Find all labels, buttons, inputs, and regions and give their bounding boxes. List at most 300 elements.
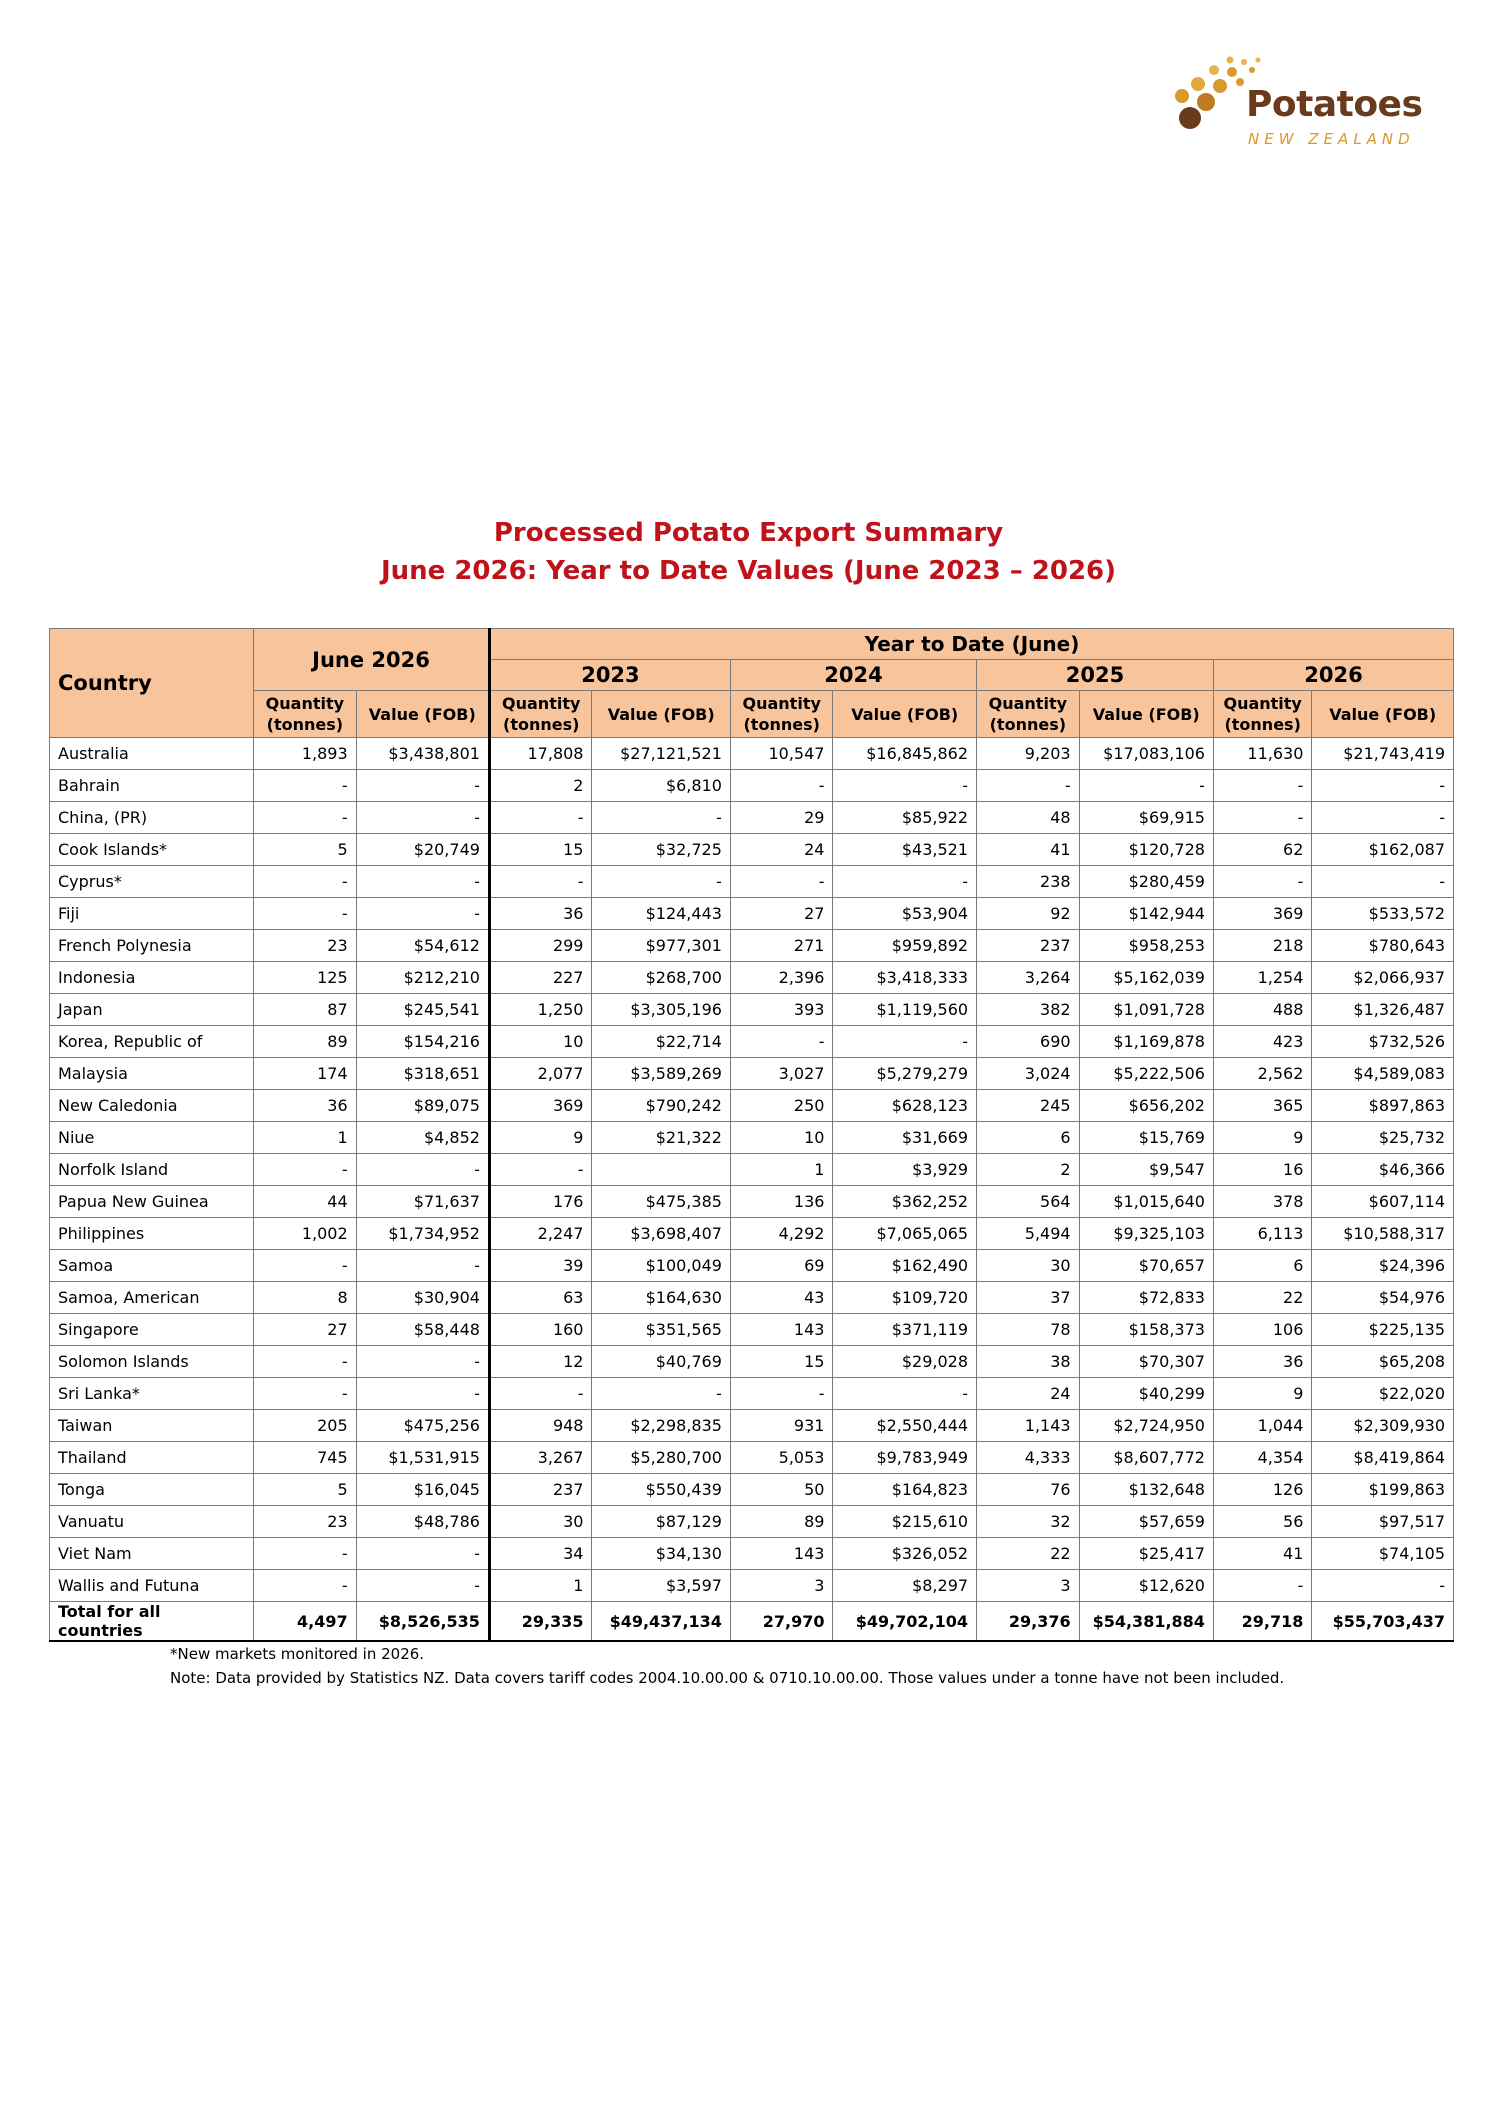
value-cell: $958,253 [1079,930,1213,962]
quantity-cell: 22 [1213,1282,1311,1314]
quantity-cell: 69 [730,1250,833,1282]
quantity-cell: 50 [730,1474,833,1506]
quantity-cell: 10 [489,1026,592,1058]
quantity-header: Quantity (tonnes) [1213,691,1311,738]
table-row [50,1186,1454,1218]
quantity-cell: 382 [977,994,1080,1026]
quantity-cell: - [977,770,1080,802]
value-cell: $54,976 [1312,1282,1454,1314]
value-cell: $70,657 [1079,1250,1213,1282]
quantity-cell: 2,396 [730,962,833,994]
quantity-cell: 63 [489,1282,592,1314]
value-cell: $977,301 [592,930,730,962]
value-cell: - [356,770,489,802]
value-cell: $3,418,333 [833,962,977,994]
value-cell: $54,381,884 [1079,1602,1213,1642]
table-row [50,1026,1454,1058]
table-row [50,1538,1454,1570]
quantity-cell: 10,547 [730,738,833,770]
quantity-cell: 205 [254,1410,357,1442]
quantity-cell: - [254,1250,357,1282]
footnote-data-source: Note: Data provided by Statistics NZ. Data covers tariff codes 2004.10.00.00 & 0710.10.00.00. Those values under a tonne have not been included. [170,1669,1285,1687]
quantity-cell: 12 [489,1346,592,1378]
quantity-cell: 393 [730,994,833,1026]
value-cell: $24,396 [1312,1250,1454,1282]
quantity-cell: 1 [254,1122,357,1154]
export-summary-table [49,628,1454,1642]
quantity-cell: 76 [977,1474,1080,1506]
value-cell: $199,863 [1312,1474,1454,1506]
value-cell: $5,222,506 [1079,1058,1213,1090]
value-header: Value (FOB) [1079,691,1213,738]
quantity-cell: 89 [730,1506,833,1538]
quantity-cell: 176 [489,1186,592,1218]
value-cell: $43,521 [833,834,977,866]
value-cell: $65,208 [1312,1346,1454,1378]
quantity-cell: 5 [254,834,357,866]
quantity-cell: 27 [730,898,833,930]
value-cell: - [1079,770,1213,802]
quantity-cell: 237 [977,930,1080,962]
value-cell [592,1154,730,1186]
value-cell: $53,904 [833,898,977,930]
value-cell: $280,459 [1079,866,1213,898]
quantity-cell: 3 [730,1570,833,1602]
quantity-cell: 15 [730,1346,833,1378]
quantity-cell: 9 [1213,1122,1311,1154]
country-cell: Samoa, American [50,1282,254,1314]
country-cell: Indonesia [50,962,254,994]
value-cell: $225,135 [1312,1314,1454,1346]
value-cell: $164,823 [833,1474,977,1506]
country-cell: Korea, Republic of [50,1026,254,1058]
quantity-cell: 5 [254,1474,357,1506]
quantity-cell: 10 [730,1122,833,1154]
value-cell: $897,863 [1312,1090,1454,1122]
quantity-cell: 56 [1213,1506,1311,1538]
page-title: Processed Potato Export Summary [493,518,1004,548]
quantity-cell: - [730,1378,833,1410]
value-cell: - [356,866,489,898]
quantity-header: Quantity (tonnes) [977,691,1080,738]
quantity-cell: 4,354 [1213,1442,1311,1474]
value-cell: $72,833 [1079,1282,1213,1314]
value-cell: $57,659 [1079,1506,1213,1538]
country-cell: Fiji [50,898,254,930]
value-cell: $1,119,560 [833,994,977,1026]
quantity-cell: 62 [1213,834,1311,866]
quantity-cell: 30 [489,1506,592,1538]
value-cell: $87,129 [592,1506,730,1538]
country-cell: Niue [50,1122,254,1154]
quantity-cell: 41 [977,834,1080,866]
quantity-cell: 39 [489,1250,592,1282]
page-subtitle: June 2026: Year to Date Values (June 2023 – 2026) [380,556,1117,586]
table-row [50,994,1454,1026]
quantity-cell: 423 [1213,1026,1311,1058]
value-header: Value (FOB) [1312,691,1454,738]
value-cell: $4,852 [356,1122,489,1154]
value-cell: $109,720 [833,1282,977,1314]
value-cell: $2,309,930 [1312,1410,1454,1442]
value-cell: - [356,1250,489,1282]
value-cell: - [592,1378,730,1410]
quantity-cell: - [254,1538,357,1570]
value-cell: $318,651 [356,1058,489,1090]
quantity-cell: 9,203 [977,738,1080,770]
value-cell: $3,305,196 [592,994,730,1026]
quantity-cell: 3 [977,1570,1080,1602]
value-cell: $132,648 [1079,1474,1213,1506]
value-cell: - [1312,802,1454,834]
value-cell: $49,702,104 [833,1602,977,1642]
table-row [50,802,1454,834]
value-cell: $85,922 [833,802,977,834]
value-cell: $10,588,317 [1312,1218,1454,1250]
value-cell: $8,297 [833,1570,977,1602]
table-row [50,930,1454,962]
quantity-cell: 237 [489,1474,592,1506]
quantity-cell: 2 [977,1154,1080,1186]
quantity-cell: - [730,770,833,802]
quantity-cell: 250 [730,1090,833,1122]
quantity-cell: 948 [489,1410,592,1442]
value-cell: $9,325,103 [1079,1218,1213,1250]
quantity-cell: 1 [730,1154,833,1186]
quantity-cell: 1,044 [1213,1410,1311,1442]
value-cell: $8,607,772 [1079,1442,1213,1474]
quantity-cell: - [489,802,592,834]
value-cell: $158,373 [1079,1314,1213,1346]
value-cell: $71,637 [356,1186,489,1218]
value-cell: - [356,898,489,930]
value-cell: - [356,1570,489,1602]
table-row [50,770,1454,802]
country-cell: Singapore [50,1314,254,1346]
quantity-cell: 6 [977,1122,1080,1154]
value-cell: $74,105 [1312,1538,1454,1570]
value-cell: $40,769 [592,1346,730,1378]
quantity-cell: 3,264 [977,962,1080,994]
country-cell: Total for all countries [50,1602,254,1642]
country-cell: Vanuatu [50,1506,254,1538]
value-cell: $268,700 [592,962,730,994]
quantity-cell: 2 [489,770,592,802]
logo-subtitle: NEW ZEALAND [1248,130,1415,148]
quantity-cell: 136 [730,1186,833,1218]
value-cell: $1,734,952 [356,1218,489,1250]
quantity-cell: 143 [730,1538,833,1570]
quantity-header: Quantity (tonnes) [730,691,833,738]
value-cell: $162,087 [1312,834,1454,866]
value-cell: $2,550,444 [833,1410,977,1442]
quantity-cell: - [1213,802,1311,834]
quantity-cell: - [254,866,357,898]
potatoes-nz-logo [1168,52,1423,152]
quantity-cell: - [254,770,357,802]
value-cell: $124,443 [592,898,730,930]
quantity-cell: 92 [977,898,1080,930]
value-cell: $32,725 [592,834,730,866]
value-cell: $326,052 [833,1538,977,1570]
value-header: Value (FOB) [833,691,977,738]
quantity-cell: 29,335 [489,1602,592,1642]
value-cell: $3,597 [592,1570,730,1602]
country-cell: Sri Lanka* [50,1378,254,1410]
value-cell: $46,366 [1312,1154,1454,1186]
quantity-cell: 27 [254,1314,357,1346]
value-cell: - [1312,866,1454,898]
country-cell: Japan [50,994,254,1026]
quantity-cell: 218 [1213,930,1311,962]
quantity-cell: 238 [977,866,1080,898]
quantity-cell: - [489,866,592,898]
table-row [50,1282,1454,1314]
quantity-cell: 365 [1213,1090,1311,1122]
table-row [50,1442,1454,1474]
country-cell: New Caledonia [50,1090,254,1122]
quantity-cell: 16 [1213,1154,1311,1186]
value-cell: $25,732 [1312,1122,1454,1154]
quantity-cell: 1 [489,1570,592,1602]
quantity-cell: 37 [977,1282,1080,1314]
value-cell: $212,210 [356,962,489,994]
quantity-cell: 32 [977,1506,1080,1538]
value-cell: $17,083,106 [1079,738,1213,770]
value-cell: $4,589,083 [1312,1058,1454,1090]
value-cell: - [1312,770,1454,802]
quantity-cell: 126 [1213,1474,1311,1506]
value-cell: - [356,1346,489,1378]
value-cell: $5,279,279 [833,1058,977,1090]
value-cell: $22,714 [592,1026,730,1058]
country-cell: Samoa [50,1250,254,1282]
value-cell: $1,091,728 [1079,994,1213,1026]
quantity-cell: 378 [1213,1186,1311,1218]
quantity-cell: - [1213,1570,1311,1602]
quantity-cell: 5,494 [977,1218,1080,1250]
table-row [50,898,1454,930]
quantity-cell: 6,113 [1213,1218,1311,1250]
quantity-cell: 2,562 [1213,1058,1311,1090]
quantity-cell: 8 [254,1282,357,1314]
quantity-cell: 227 [489,962,592,994]
quantity-cell: 1,143 [977,1410,1080,1442]
value-cell: $97,517 [1312,1506,1454,1538]
value-cell: $6,810 [592,770,730,802]
value-cell: $27,121,521 [592,738,730,770]
quantity-cell: - [254,1570,357,1602]
year-header: 2026 [1213,660,1453,691]
quantity-cell: 3,024 [977,1058,1080,1090]
value-cell: $21,322 [592,1122,730,1154]
quantity-cell: 2,077 [489,1058,592,1090]
quantity-cell: - [489,1378,592,1410]
quantity-cell: 1,250 [489,994,592,1026]
quantity-cell: 29,376 [977,1602,1080,1642]
value-cell: $8,526,535 [356,1602,489,1642]
table-row [50,1218,1454,1250]
value-cell: $25,417 [1079,1538,1213,1570]
year-header: 2025 [977,660,1214,691]
value-cell: $2,724,950 [1079,1410,1213,1442]
quantity-cell: 745 [254,1442,357,1474]
table-row [50,1122,1454,1154]
value-cell: $1,015,640 [1079,1186,1213,1218]
table-row [50,1474,1454,1506]
value-cell: $49,437,134 [592,1602,730,1642]
value-cell: $58,448 [356,1314,489,1346]
value-cell: $22,020 [1312,1378,1454,1410]
value-cell: $2,298,835 [592,1410,730,1442]
year-header: 2023 [489,660,730,691]
value-cell: - [356,1378,489,1410]
value-cell: - [833,866,977,898]
quantity-cell: 564 [977,1186,1080,1218]
country-cell: Viet Nam [50,1538,254,1570]
value-cell: $100,049 [592,1250,730,1282]
value-cell: $550,439 [592,1474,730,1506]
value-cell: $154,216 [356,1026,489,1058]
value-cell: $656,202 [1079,1090,1213,1122]
country-cell: Solomon Islands [50,1346,254,1378]
value-cell: $40,299 [1079,1378,1213,1410]
table-row [50,1506,1454,1538]
total-row [50,1602,1454,1642]
value-cell: $34,130 [592,1538,730,1570]
quantity-cell: 931 [730,1410,833,1442]
table-body [50,738,1454,1642]
quantity-header: Quantity (tonnes) [254,691,357,738]
quantity-cell: 38 [977,1346,1080,1378]
quantity-cell: 17,808 [489,738,592,770]
quantity-cell: 87 [254,994,357,1026]
value-cell: $164,630 [592,1282,730,1314]
value-cell: $607,114 [1312,1186,1454,1218]
country-cell: Taiwan [50,1410,254,1442]
value-cell: - [356,1154,489,1186]
table-row [50,1090,1454,1122]
value-cell: - [1312,1570,1454,1602]
table-row [50,1410,1454,1442]
quantity-cell: 1,893 [254,738,357,770]
value-cell: $48,786 [356,1506,489,1538]
country-header: Country [50,629,254,738]
country-cell: Tonga [50,1474,254,1506]
value-cell: $7,065,065 [833,1218,977,1250]
value-cell: $9,547 [1079,1154,1213,1186]
quantity-cell: 488 [1213,994,1311,1026]
value-cell: $5,280,700 [592,1442,730,1474]
table-row [50,962,1454,994]
value-cell: $780,643 [1312,930,1454,962]
quantity-header: Quantity (tonnes) [489,691,592,738]
quantity-cell: 15 [489,834,592,866]
value-cell: $29,028 [833,1346,977,1378]
value-header: Value (FOB) [356,691,489,738]
quantity-cell: 78 [977,1314,1080,1346]
quantity-cell: - [254,1154,357,1186]
value-cell: $20,749 [356,834,489,866]
value-cell: $12,620 [1079,1570,1213,1602]
quantity-cell: 6 [1213,1250,1311,1282]
country-cell: Cook Islands* [50,834,254,866]
table-row [50,1250,1454,1282]
quantity-cell: 4,497 [254,1602,357,1642]
table-row [50,1314,1454,1346]
value-cell: $16,845,862 [833,738,977,770]
country-cell: Norfolk Island [50,1154,254,1186]
value-cell: $8,419,864 [1312,1442,1454,1474]
value-cell: $628,123 [833,1090,977,1122]
country-cell: Cyprus* [50,866,254,898]
value-cell: $475,385 [592,1186,730,1218]
quantity-cell: 29,718 [1213,1602,1311,1642]
value-cell: $475,256 [356,1410,489,1442]
value-cell: $3,438,801 [356,738,489,770]
value-cell: - [592,866,730,898]
logo-wordmark: Potatoes [1246,84,1423,125]
quantity-cell: 22 [977,1538,1080,1570]
quantity-cell: 48 [977,802,1080,834]
value-cell: $245,541 [356,994,489,1026]
value-cell: $351,565 [592,1314,730,1346]
value-cell: $3,698,407 [592,1218,730,1250]
value-cell: $1,326,487 [1312,994,1454,1026]
quantity-cell: 89 [254,1026,357,1058]
quantity-cell: 44 [254,1186,357,1218]
quantity-cell: - [730,1026,833,1058]
table-row [50,866,1454,898]
quantity-cell: 23 [254,930,357,962]
quantity-cell: 34 [489,1538,592,1570]
quantity-cell: 9 [1213,1378,1311,1410]
quantity-cell: 23 [254,1506,357,1538]
quantity-cell: 36 [254,1090,357,1122]
country-cell: Malaysia [50,1058,254,1090]
quantity-cell: - [254,898,357,930]
value-cell: $9,783,949 [833,1442,977,1474]
june-header: June 2026 [254,629,490,691]
value-cell: $371,119 [833,1314,977,1346]
quantity-cell: 3,267 [489,1442,592,1474]
value-cell: $2,066,937 [1312,962,1454,994]
quantity-cell: 1,254 [1213,962,1311,994]
value-cell: $732,526 [1312,1026,1454,1058]
footnotes [170,1642,1284,1690]
country-cell: Wallis and Futuna [50,1570,254,1602]
quantity-cell: - [730,866,833,898]
value-cell: $89,075 [356,1090,489,1122]
quantity-cell: 271 [730,930,833,962]
value-cell: - [833,1026,977,1058]
table-row [50,1346,1454,1378]
value-cell: $3,929 [833,1154,977,1186]
quantity-cell: 160 [489,1314,592,1346]
quantity-cell: 36 [489,898,592,930]
value-cell: - [356,802,489,834]
value-cell: - [833,770,977,802]
table-row [50,738,1454,770]
quantity-cell: 106 [1213,1314,1311,1346]
quantity-cell: 2,247 [489,1218,592,1250]
value-cell: $3,589,269 [592,1058,730,1090]
quantity-cell: - [254,1378,357,1410]
value-cell: $5,162,039 [1079,962,1213,994]
quantity-cell: - [1213,770,1311,802]
ytd-header: Year to Date (June) [489,629,1453,660]
quantity-cell: - [254,802,357,834]
